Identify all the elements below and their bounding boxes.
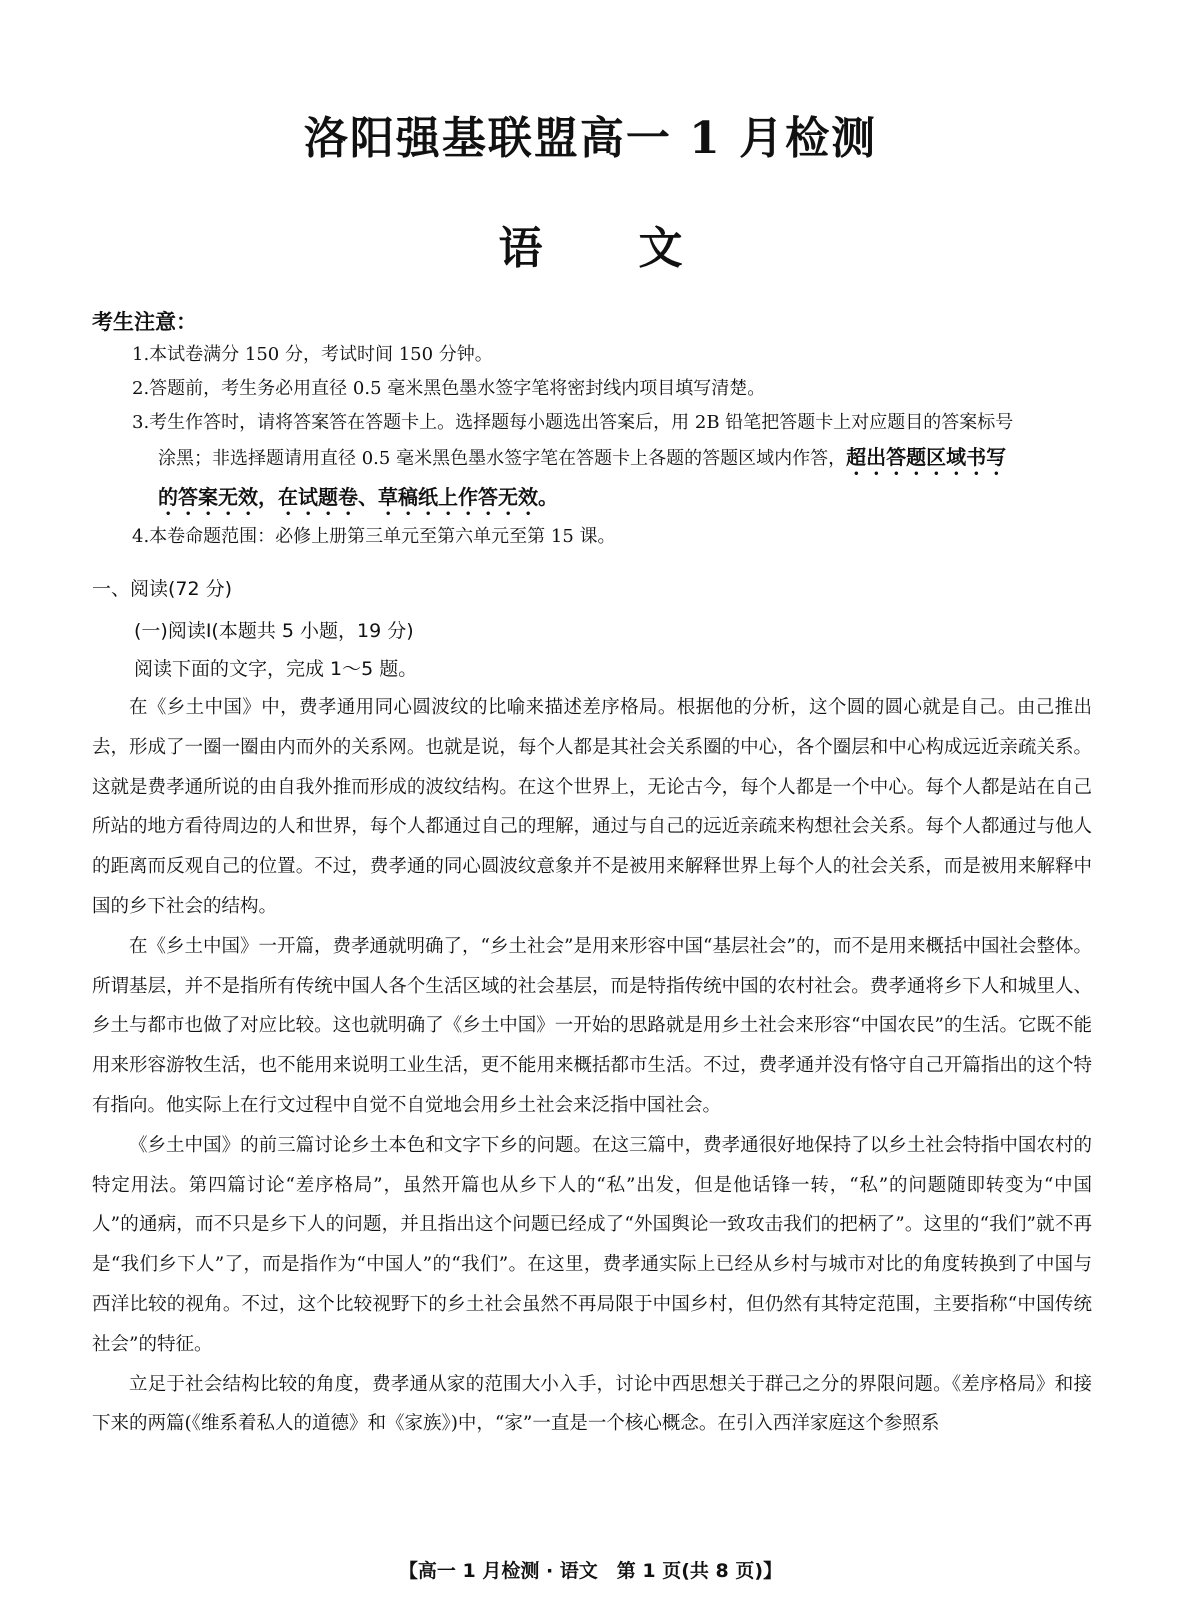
- note-item-3-emphasis-a: 超出答题区域书写: [846, 445, 1007, 469]
- notes-list: [132, 338, 1100, 554]
- subsection-heading: (一)阅读Ⅰ(本题共 5 小题，19 分): [134, 620, 414, 642]
- page-footer: 【高一 1 月检测 · 语文 第 1 页(共 8 页)】: [398, 1560, 783, 1582]
- note-item-3-plain: 涂黑；非选择题请用直径 0.5 毫米黑色墨水签字笔在答题卡上各题的答题区域内作答，: [158, 448, 847, 469]
- note-item-2: 2.答题前，考生务必用直径 0.5 毫米黑色墨水签字笔将密封线内项目填写清楚。: [132, 378, 766, 399]
- note-item-3-emphasis-b: 的答案无效，在试题卷、草稿纸上作答无效。: [158, 485, 558, 509]
- passage-paragraph-1: 在《乡土中国》中，费孝通用同心圆波纹的比喻来描述差序格局。根据他的分析，这个圆的圆心就是自己。由己推出去，形成了一圈一圈由内而外的关系网。也就是说，每个人都是其社会关系圈的中心，各个圈层和中心构成远近亲疏关系。这就是费孝通所说的由自我外推而形成的波纹结构。在这个世界上，无论古今，每个人都是一个中心。每个人都是站在自己所站的地方看待周边的人和世界，每个人都通过自己的理解，通过与自己的远近亲疏来构想社会关系。每个人都通过与他人的距离而反观自己的位置。不过，费孝通的同心圆波纹意象并不是被用来解释世界上每个人的社会关系，而是被用来解释中国的乡下社会的结构。: [92, 697, 1092, 917]
- passage-paragraph-4: 立足于社会结构比较的角度，费孝通从家的范围大小入手，讨论中西思想关于群己之分的界限问题。《差序格局》和接下来的两篇(《维系着私人的道德》和《家族》)中，“家”一直是一个核心概念。在引入西洋家庭这个参照系: [92, 1373, 1092, 1435]
- note-item-3: 3.考生作答时，请将答案答在答题卡上。选择题每小题选出答案后，用 2B 铅笔把答题卡上对应题目的答案标号: [132, 412, 1014, 433]
- passage-paragraph-3: 《乡土中国》的前三篇讨论乡土本色和文字下乡的问题。在这三篇中，费孝通很好地保持了以乡土社会特指中国农村的特定用法。第四篇讨论“差序格局”，虽然开篇也从乡下人的“私”出发，但是他话锋一转，“私”的问题随即转变为“中国人”的通病，而不只是乡下人的问题，并且指出这个问题已经成了“外国舆论一致攻击我们的把柄了”。这里的“我们”就不再是“我们乡下人”了，而是指作为“中国人”的“我们”。在这里，费孝通实际上已经从乡村与城市对比的角度转换到了中国与西洋比较的视角。不过，这个比较视野下的乡土社会虽然不再局限于中国乡村，但仍然有其特定范围，主要指称“中国传统社会”的特征。: [92, 1134, 1092, 1355]
- note-item-3-continuation-2: [132, 480, 1100, 520]
- note-item-3-continuation: [132, 440, 1100, 480]
- reading-passage: [92, 688, 1092, 1444]
- exam-title: 洛阳强基联盟高一 1 月检测: [303, 113, 878, 164]
- subject-title: 语文: [498, 223, 779, 274]
- section-heading: 一、阅读(72 分): [92, 578, 233, 600]
- passage-paragraph-2: 在《乡土中国》一开篇，费孝通就明确了，“乡土社会”是用来形容中国“基层社会”的，而不是用来概括中国社会整体。所谓基层，并不是指所有传统中国人各个生活区域的社会基层，而是特指传统中国的农村社会。费孝通将乡下人和城里人、乡土与都市也做了对应比较。这也就明确了《乡土中国》一开始的思路就是用乡土社会来形容“中国农民”的生活。它既不能用来形容游牧生活，也不能用来说明工业生活，更不能用来概括都市生活。不过，费孝通并没有恪守自己开篇指出的这个特有指向。他实际上在行文过程中自觉不自觉地会用乡土社会来泛指中国社会。: [92, 935, 1092, 1116]
- notes-heading: 考生注意：: [92, 310, 197, 334]
- note-item-1: 1.本试卷满分 150 分，考试时间 150 分钟。: [132, 344, 493, 365]
- note-item-4: 4.本卷命题范围：必修上册第三单元至第六单元至第 15 课。: [132, 526, 616, 547]
- reading-instruction: 阅读下面的文字，完成 1～5 题。: [134, 658, 418, 680]
